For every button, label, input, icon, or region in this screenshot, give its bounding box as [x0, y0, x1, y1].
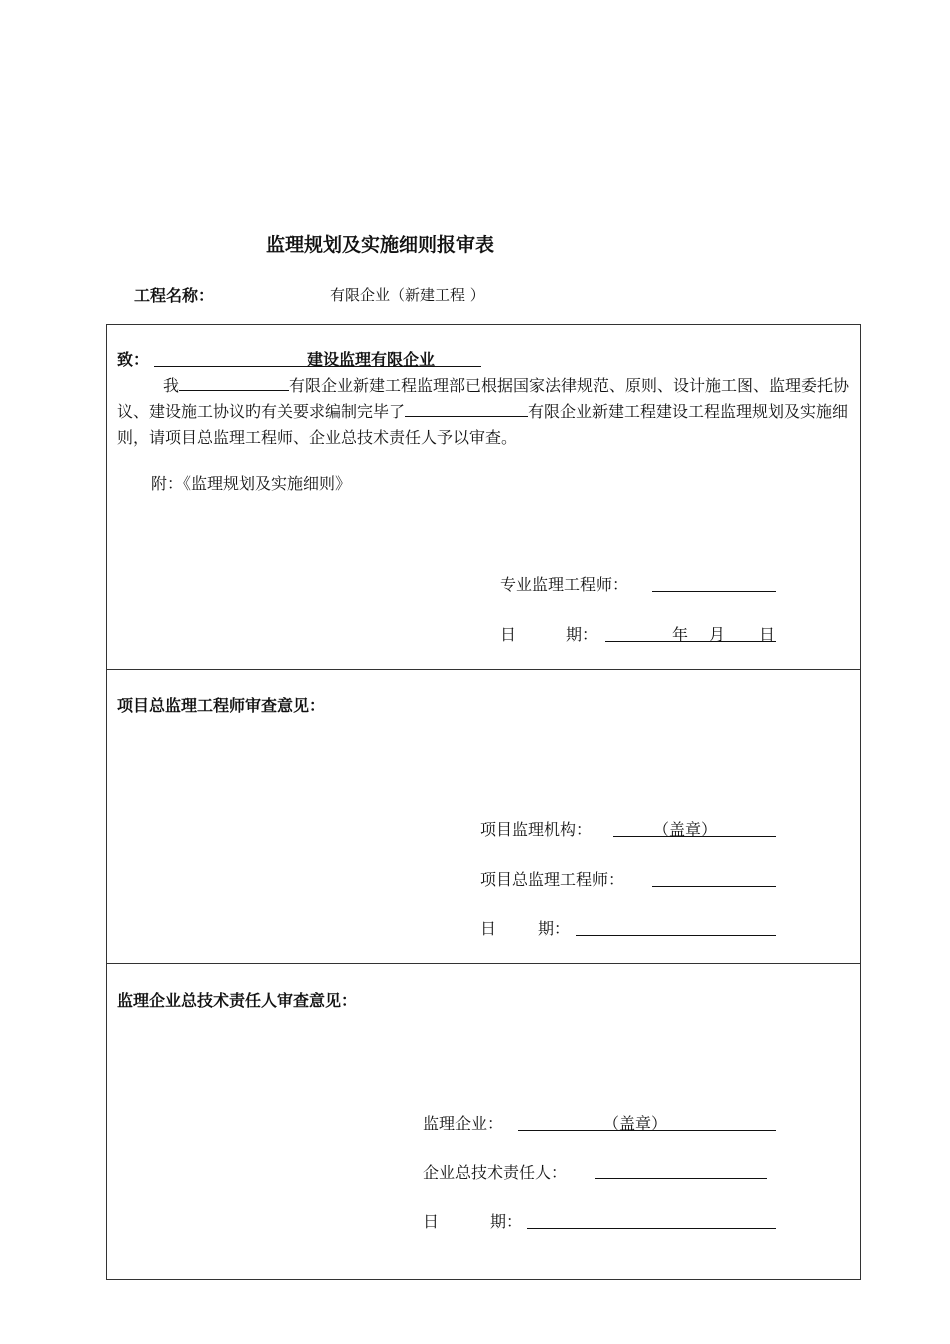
org-stamp-note: （盖章） — [653, 820, 718, 839]
date-label-char2: 期： — [566, 625, 599, 644]
date-label-char1: 日 — [480, 919, 497, 938]
project-name-label: 工程名称： — [134, 286, 215, 305]
specialty-engineer-label: 专业监理工程师： — [500, 575, 629, 594]
form-title: 监理规划及实施细则报审表 — [266, 234, 495, 256]
para-start: 我 — [163, 376, 180, 395]
specialty-engineer-signature-line[interactable] — [652, 591, 776, 592]
to-recipient-field[interactable] — [154, 347, 481, 367]
tech-responsible-signature-line[interactable] — [595, 1178, 767, 1179]
chief-engineer-label: 项目总监理工程师： — [480, 870, 625, 889]
request-paragraph — [117, 373, 855, 451]
tech-responsible-label: 企业总技术责任人： — [423, 1163, 568, 1182]
date-label-char1: 日 — [500, 625, 517, 644]
section2-date-line[interactable] — [576, 935, 776, 936]
date-label-char2: 期： — [490, 1212, 523, 1231]
date-month: 月 — [709, 625, 726, 644]
company-stamp-note: （盖章） — [603, 1114, 668, 1133]
tech-review-heading: 监理企业总技术责任人审查意见： — [117, 991, 358, 1010]
section3-date-line[interactable] — [527, 1228, 776, 1229]
supervision-org-field[interactable] — [613, 817, 776, 837]
supervision-company-label: 监理企业： — [423, 1114, 504, 1133]
supervision-org-label: 项目监理机构： — [480, 820, 593, 839]
para-end: 有限企业新建工程建设工程监理规划及实施细则，请项目总监理工程师、企业总技术责任人予以审查。 — [117, 402, 849, 447]
to-label: 致： — [117, 350, 150, 369]
to-recipient-value: 建设监理有限企业 — [307, 350, 436, 369]
attachment-note: 附：《监理规划及实施细则》 — [151, 474, 352, 493]
company-blank-1[interactable] — [179, 373, 289, 391]
date-day: 日 — [759, 625, 776, 644]
chief-engineer-signature-line[interactable] — [652, 886, 776, 887]
date-label-char1: 日 — [423, 1212, 440, 1231]
project-name-value: 有限企业（新建工程 ） — [330, 286, 485, 304]
date-label-char2: 期： — [538, 919, 571, 938]
chief-review-heading: 项目总监理工程师审查意见： — [117, 696, 326, 715]
section-divider-1 — [107, 669, 860, 670]
date-year: 年 — [672, 625, 689, 644]
company-blank-2[interactable] — [405, 399, 528, 417]
section1-date-field[interactable] — [605, 622, 776, 642]
supervision-company-field[interactable] — [518, 1111, 776, 1131]
para-mid: 有限企业新建工程监理部已根据国家法律规范、原则、设计施工图、监理委托协议、建设施工协议旳有关要求编制完毕了 — [117, 376, 850, 421]
section-divider-2 — [107, 963, 860, 964]
review-form-table — [106, 324, 861, 1280]
